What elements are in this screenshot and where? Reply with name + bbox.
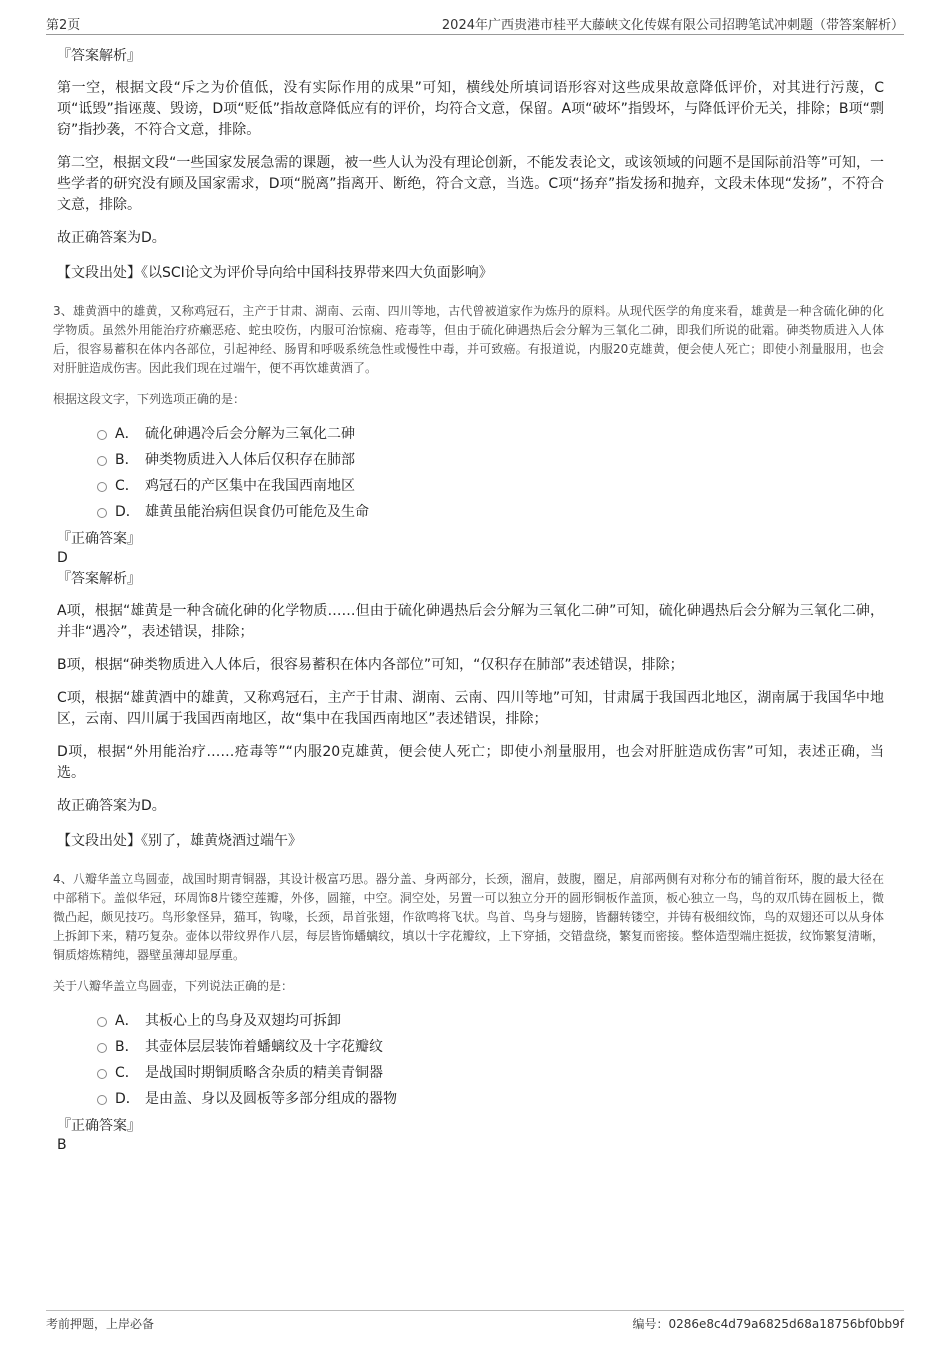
option-a[interactable]: A． 其板心上的鸟身及双翅均可拆卸: [57, 1008, 884, 1034]
option-c[interactable]: C． 是战国时期铜质略含杂质的精美青铜器: [57, 1060, 884, 1086]
analysis-conclusion: 故正确答案为D。: [57, 230, 166, 246]
footer-slogan: 考前押题，上岸必备: [46, 1317, 155, 1331]
option-b[interactable]: B． 其壶体层层装饰着蟠螭纹及十字花瓣纹: [57, 1034, 884, 1060]
analysis-paragraph: 第一空，根据文段“斥之为价值低，没有实际作用的成果”可知，横线处所填词语形容对这些成果故意降低评价，对其进行污蔑，C项“诋毁”指诬蔑、毁谤，D项“贬低”指故意降低应有的评价，均符合文意，保留。A项“破坏”指毁坏，与降低评价无关，排除；B项“剽窃”指抄袭，不符合文意，排除。: [57, 80, 884, 138]
analysis-label: 『答案解析』: [57, 571, 141, 587]
radio-button[interactable]: [97, 482, 107, 492]
correct-answer-label: 『正确答案』: [57, 531, 141, 547]
page-number: 第2页: [46, 18, 81, 33]
question-stem: 4、八瓣华盖立鸟圆壶，战国时期青铜器，其设计极富巧思。器分盖、身两部分，长颈，溜肩，鼓腹，圈足，肩部两侧有对称分布的铺首衔环，腹的最大径在中部稍下。盖似华冠，环周饰8片镂空莲瓣，外侈，圆箍，中空。洞空处，另置一可以独立分开的圆形铜板作盖顶，板心独立一鸟，鸟的双爪铸在圆板上，微微凸起，颇见技巧。鸟形象怪异，猫耳，钩喙，长颈，昂首张翅，作欲鸣将飞状。鸟首、鸟身与翅膀，皆翻转镂空，并铸有极细纹饰，鸟的双翅还可以从身体上拆卸下来，精巧复杂。壶体以带纹界作八层，每层皆饰蟠螭纹，填以十字花瓣纹，上下穿插，交错盘绕，繁复而密接。整体造型端庄挺拔，纹饰繁复清晰，铜质熔炼精纯，器壁虽薄却显厚重。: [53, 872, 884, 962]
radio-button[interactable]: [97, 508, 107, 518]
page-header: [46, 10, 904, 35]
analysis-paragraph: C项，根据“雄黄酒中的雄黄，又称鸡冠石，主产于甘肃、湖南、云南、四川等地”可知，甘肃属于我国西北地区，湖南属于我国华中地区，云南、四川属于我国西南地区，故“集中在我国西南地区”表述错误，排除；: [57, 690, 884, 727]
option-list: [57, 421, 884, 525]
source-citation: 【文段出处】《别了，雄黄烧酒过端午》: [57, 833, 302, 849]
option-c[interactable]: C． 鸡冠石的产区集中在我国西南地区: [57, 473, 884, 499]
analysis-conclusion: 故正确答案为D。: [57, 798, 166, 814]
source-citation: 【文段出处】《以SCI论文为评价导向给中国科技界带来四大负面影响》: [57, 265, 493, 281]
option-list: [57, 1008, 884, 1112]
question-stem: 3、雄黄酒中的雄黄，又称鸡冠石，主产于甘肃、湖南、云南、四川等地，古代曾被道家作为炼丹的原料。从现代医学的角度来看，雄黄是一种含硫化砷的化学物质。虽然外用能治疗疥癞恶疮、蛇虫咬伤，内服可治惊痫、疮毒等，但由于硫化砷遇热后会分解为三氧化二砷，即我们所说的砒霜。砷类物质进入人体后，很容易蓄积在体内各部位，引起神经、肠胃和呼吸系统急性或慢性中毒，并可致癌。有报道说，内服20克雄黄，便会使人死亡；即使小剂量服用，也会对肝脏造成伤害。因此我们现在过端午，便不再饮雄黄酒了。: [53, 304, 884, 375]
analysis-paragraph: B项，根据“砷类物质进入人体后，很容易蓄积在体内各部位”可知，“仅积存在肺部”表述错误，排除；: [57, 657, 684, 673]
page-footer: [46, 1310, 904, 1331]
analysis-paragraph: D项，根据“外用能治疗……疮毒等”“内服20克雄黄，便会使人死亡；即使小剂量服用，也会对肝脏造成伤害”可知，表述正确，当选。: [57, 744, 884, 781]
document-title: 2024年广西贵港市桂平大藤峡文化传媒有限公司招聘笔试冲刺题（带答案解析）: [441, 18, 904, 33]
radio-button[interactable]: [97, 1069, 107, 1079]
radio-button[interactable]: [97, 1017, 107, 1027]
radio-button[interactable]: [97, 430, 107, 440]
option-d[interactable]: D． 雄黄虽能治病但误食仍可能危及生命: [57, 499, 884, 525]
option-b[interactable]: B． 砷类物质进入人体后仅积存在肺部: [57, 447, 884, 473]
analysis-paragraph: 第二空，根据文段“一些国家发展急需的课题，被一些人认为没有理论创新，不能发表论文，或该领域的问题不是国际前沿等”可知，一些学者的研究没有顾及国家需求，D项“脱离”指离开、断绝，符合文意，当选。C项“扬弃”指发扬和抛弃，文段未体现“发扬”，不符合文意，排除。: [57, 155, 884, 213]
option-a[interactable]: A． 硫化砷遇冷后会分解为三氧化二砷: [57, 421, 884, 447]
question-prompt: 关于八瓣华盖立鸟圆壶，下列说法正确的是：: [53, 979, 294, 993]
radio-button[interactable]: [97, 1095, 107, 1105]
correct-answer: D: [57, 550, 68, 566]
document-id: 编号：0286e8c4d79a6825d68a18756bf0bb9f: [632, 1317, 904, 1331]
page-content: [53, 46, 884, 1154]
correct-answer-label: 『正确答案』: [57, 1118, 141, 1134]
analysis-label: 『答案解析』: [57, 48, 141, 64]
question-prompt: 根据这段文字，下列选项正确的是：: [53, 392, 246, 406]
analysis-paragraph: A项，根据“雄黄是一种含硫化砷的化学物质……但由于硫化砷遇热后会分解为三氧化二砷”可知，硫化砷遇热后会分解为三氧化二砷，并非“遇冷”，表述错误，排除；: [57, 603, 884, 640]
radio-button[interactable]: [97, 456, 107, 466]
option-d[interactable]: D． 是由盖、身以及圆板等多部分组成的器物: [57, 1086, 884, 1112]
correct-answer: B: [57, 1137, 67, 1153]
radio-button[interactable]: [97, 1043, 107, 1053]
